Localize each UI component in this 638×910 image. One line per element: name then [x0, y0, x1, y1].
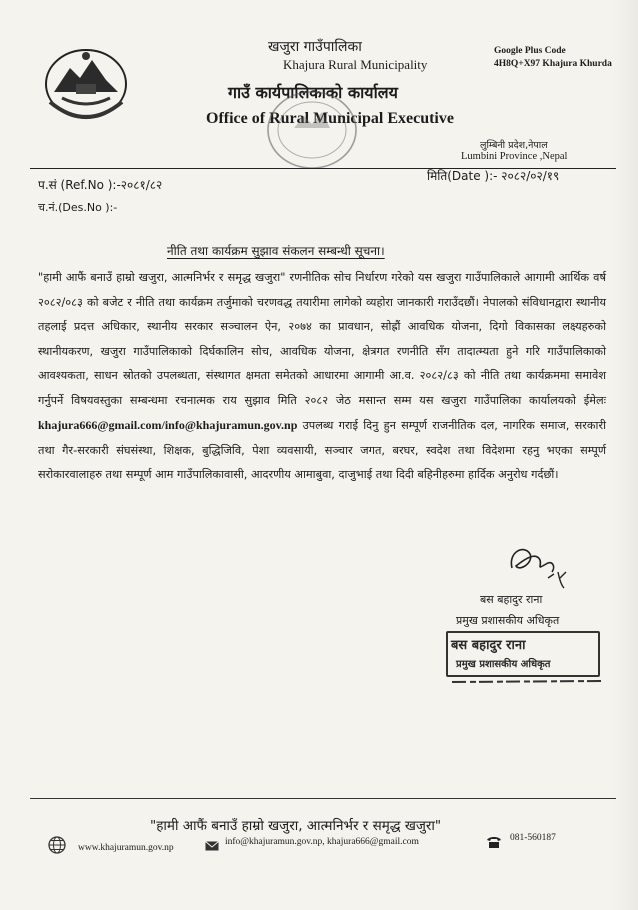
office-stamp: [264, 88, 360, 172]
footer-divider: [30, 798, 616, 799]
seal-underline: [452, 679, 602, 684]
seal-title: प्रमुख प्रशासकीय अधिकृत: [456, 659, 551, 670]
globe-icon: [48, 836, 66, 854]
office-name-np: गाउँ कार्यपालिकाको कार्यालय: [228, 83, 398, 102]
notice-body: [38, 266, 606, 488]
nepal-emblem-icon: [40, 42, 132, 124]
footer-slogan: "हामी आफैं बनाउँ हाम्रो खजुरा, आत्मनिर्भर र समृद्ध खजुरा": [150, 818, 442, 834]
paper-edge: [612, 0, 638, 910]
body-text-part-1: "हामी आफैं बनाउँ हाम्रो खजुरा, आत्मनिर्भर र समृद्ध खजुरा" रणनीतिक सोच निर्धारण गरेको यस खजुरा गाउँपालिकाले आगामी आर्थिक वर्ष २०८२/०८३ को बजेट र नीति तथा कार्यक्रम तर्जुमाको चरणवद्ध तयारीमा लागेको व्यहोरा जानकारी गराउँदछौं। नेपालको संविधानद्वारा स्थानीय तहलाई प्रदत्त अधिकार, स्थानीय सरकार सञ्चालन ऐन, २०७४ का प्रावधान, सोह्रौं आवधिक योजना, दिगो विकासका लक्ष्यहरुको स्थानीयकरण, खजुरा गाउँपालिकाको दिर्घकालिन सोच, आवधिक योजना, क्षेत्रगत रणनीति सँग तादात्म्यता हुने गरि गाउँपालिकाको आवश्यकता, साधन स्रोतको उपलब्धता, संस्थागत क्षमता समेतको आधारमा आगामी आ.व. २०८२/८३ को नीति तथा कार्यक्रममा समावेश गर्नुपर्ने विषयवस्तुका सम्बन्धमा रचनात्मक राय सुझाव मिति २०८२ जेठ मसान्त सम्म यस खजुरा गाउँपालिका कार्यालयको ईमेलः: [38, 271, 606, 407]
reference-number: प.सं (Ref.No ):-२०८१/८२: [38, 178, 163, 192]
signer-title: प्रमुख प्रशासकीय अधिकृत: [456, 614, 560, 627]
telephone-icon: [486, 836, 502, 848]
envelope-icon: [205, 841, 219, 851]
municipality-name-en: Khajura Rural Municipality: [283, 57, 428, 72]
dispatch-number: च.नं.(Des.No ):-: [38, 201, 118, 214]
handwritten-signature: [502, 538, 574, 594]
footer-website: www.khajuramun.gov.np: [78, 843, 174, 853]
seal-name: बस बहादुर राना: [451, 638, 526, 653]
letter-date: मिति(Date ):- २०८२/०२/१९: [427, 169, 560, 183]
signer-name: बस बहादुर राना: [480, 593, 543, 606]
province-en: Lumbini Province ,Nepal: [461, 151, 568, 162]
contact-emails: khajura666@gmail.com/info@khajuramun.gov.np: [38, 418, 298, 432]
notice-subject: नीति तथा कार्यक्रम सुझाव संकलन सम्बन्धी सूचना।: [167, 244, 385, 258]
office-name-en: Office of Rural Municipal Executive: [206, 110, 454, 127]
body-text-part-2: उपलब्ध गराई दिनु हुन सम्पूर्ण राजनीतिक दल, नागरिक समाज, सरकारी तथा गैर-सरकारी संघसंस्था, शिक्षक, बुद्धिजिवि, पेशा व्यवसायी, सञ्चार जगत, बरघर, स्वदेश तथा विदेशमा रहनु भएका सम्पूर्ण सरोकारवालाहरु तथा सम्पूर्ण आम गाउँपालिकावासी, आदरणीय आमाबुवा, दाजुभाई तथा दिदी बहिनीहरुमा हार्दिक अनुरोध गर्दछौं।: [38, 419, 606, 481]
plus-code: 4H8Q+X97 Khajura Khurda: [494, 59, 612, 69]
province-np: लुम्बिनी प्रदेश,नेपाल: [480, 140, 548, 151]
plus-code-title: Google Plus Code: [494, 46, 566, 56]
footer-emails: info@khajuramun.gov.np, khajura666@gmail.com: [225, 837, 419, 847]
municipality-name-np: खजुरा गाउँपालिका: [268, 39, 362, 55]
footer-phone: 081-560187: [510, 833, 556, 843]
